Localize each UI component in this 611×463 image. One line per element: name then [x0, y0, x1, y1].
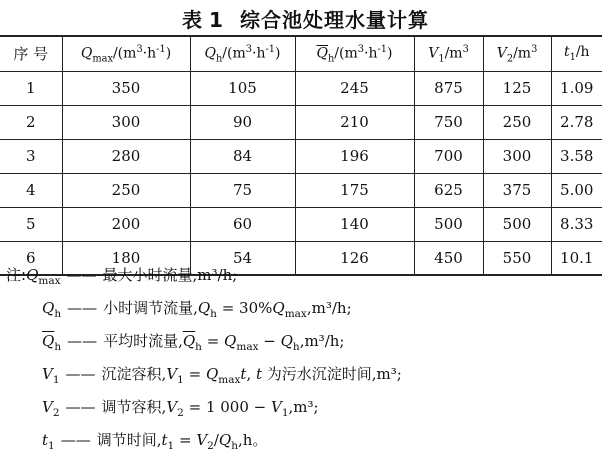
- note-qmax: 注$:Q_{max}$ —— 最大小时流量,m³/h;: [6, 266, 238, 287]
- table-label: 表: [182, 8, 204, 32]
- note-qavg: $\overline{Q}_h$ —— 平均时流量$,\overline{Q}_h = Q_{max} - Q_h,m^3/h$;: [42, 332, 345, 353]
- table-cell: 1: [0, 71, 62, 105]
- note-v2: $V_2$ —— 调节容积$,V_2 = 1$ $000 - V_1,m^3$;: [42, 398, 319, 419]
- table-row: [0, 139, 602, 173]
- table-cell: 3.58: [551, 139, 602, 173]
- table-cell: 2.78: [551, 105, 602, 139]
- table-cell: 60: [190, 207, 295, 241]
- table-cell: 126: [295, 241, 414, 275]
- table-cell: 8.33: [551, 207, 602, 241]
- table-cell: 500: [414, 207, 483, 241]
- table-cell: 450: [414, 241, 483, 275]
- table-cell: 200: [62, 207, 190, 241]
- note-qh: $Q_h$ —— 小时调节流量$,Q_h = 30\%Q_{max},m^3/h$;: [42, 299, 352, 320]
- header-qmax: $Q_{max}/(m^3\cdot h^{-1})$: [62, 36, 190, 71]
- table-row: [0, 207, 602, 241]
- header-seq: 序 号: [0, 36, 62, 71]
- table-cell: 250: [62, 173, 190, 207]
- note-t1: $t_1$ —— 调节时间$,t_1 = V_2/Q_h,h$。: [42, 431, 268, 452]
- table-cell: 90: [190, 105, 295, 139]
- table-cell: 4: [0, 173, 62, 207]
- header-v2: $V_2/m^3$: [483, 36, 551, 71]
- table-cell: 750: [414, 105, 483, 139]
- table-cell: 210: [295, 105, 414, 139]
- table-cell: 245: [295, 71, 414, 105]
- table-cell: 196: [295, 139, 414, 173]
- note-v1: $V_1$ —— 沉淀容积$,V_1 = Q_{max}t$, t 为污水沉淀时间,m³;: [42, 365, 402, 386]
- table-cell: 300: [483, 139, 551, 173]
- table-cell: 500: [483, 207, 551, 241]
- table-cell: 175: [295, 173, 414, 207]
- table-cell: 5: [0, 207, 62, 241]
- table-cell: 875: [414, 71, 483, 105]
- table-cell: 10.1: [551, 241, 602, 275]
- table-number: 1: [209, 8, 224, 32]
- table-cell: 625: [414, 173, 483, 207]
- table-cell: 2: [0, 105, 62, 139]
- table-cell: 550: [483, 241, 551, 275]
- table-cell: 350: [62, 71, 190, 105]
- table-cell: 3: [0, 139, 62, 173]
- table-cell: 700: [414, 139, 483, 173]
- table-cell: 75: [190, 173, 295, 207]
- table-row: [0, 105, 602, 139]
- table-cell: 6: [0, 241, 62, 275]
- header-qavg: $\overline{Q}_h/(m^3\cdot h^{-1})$: [295, 36, 414, 71]
- header-qh: $Q_h/(m^3\cdot h^{-1})$: [190, 36, 295, 71]
- table-cell: 5.00: [551, 173, 602, 207]
- header-row: [0, 36, 602, 71]
- table-cell: 375: [483, 173, 551, 207]
- table-cell: 250: [483, 105, 551, 139]
- table-row: [0, 71, 602, 105]
- table-cell: 54: [190, 241, 295, 275]
- water-volume-table: [0, 35, 602, 276]
- table-cell: 84: [190, 139, 295, 173]
- table-cell: 105: [190, 71, 295, 105]
- table-cell: 180: [62, 241, 190, 275]
- table-title: [0, 4, 611, 32]
- table-cell: 1.09: [551, 71, 602, 105]
- table-cell: 300: [62, 105, 190, 139]
- table-caption: 综合池处理水量计算: [239, 8, 429, 32]
- table-cell: 125: [483, 71, 551, 105]
- header-t1: $t_1/h$: [551, 36, 602, 71]
- table-cell: 140: [295, 207, 414, 241]
- table-row: [0, 173, 602, 207]
- table-cell: 280: [62, 139, 190, 173]
- header-v1: $V_1/m^3$: [414, 36, 483, 71]
